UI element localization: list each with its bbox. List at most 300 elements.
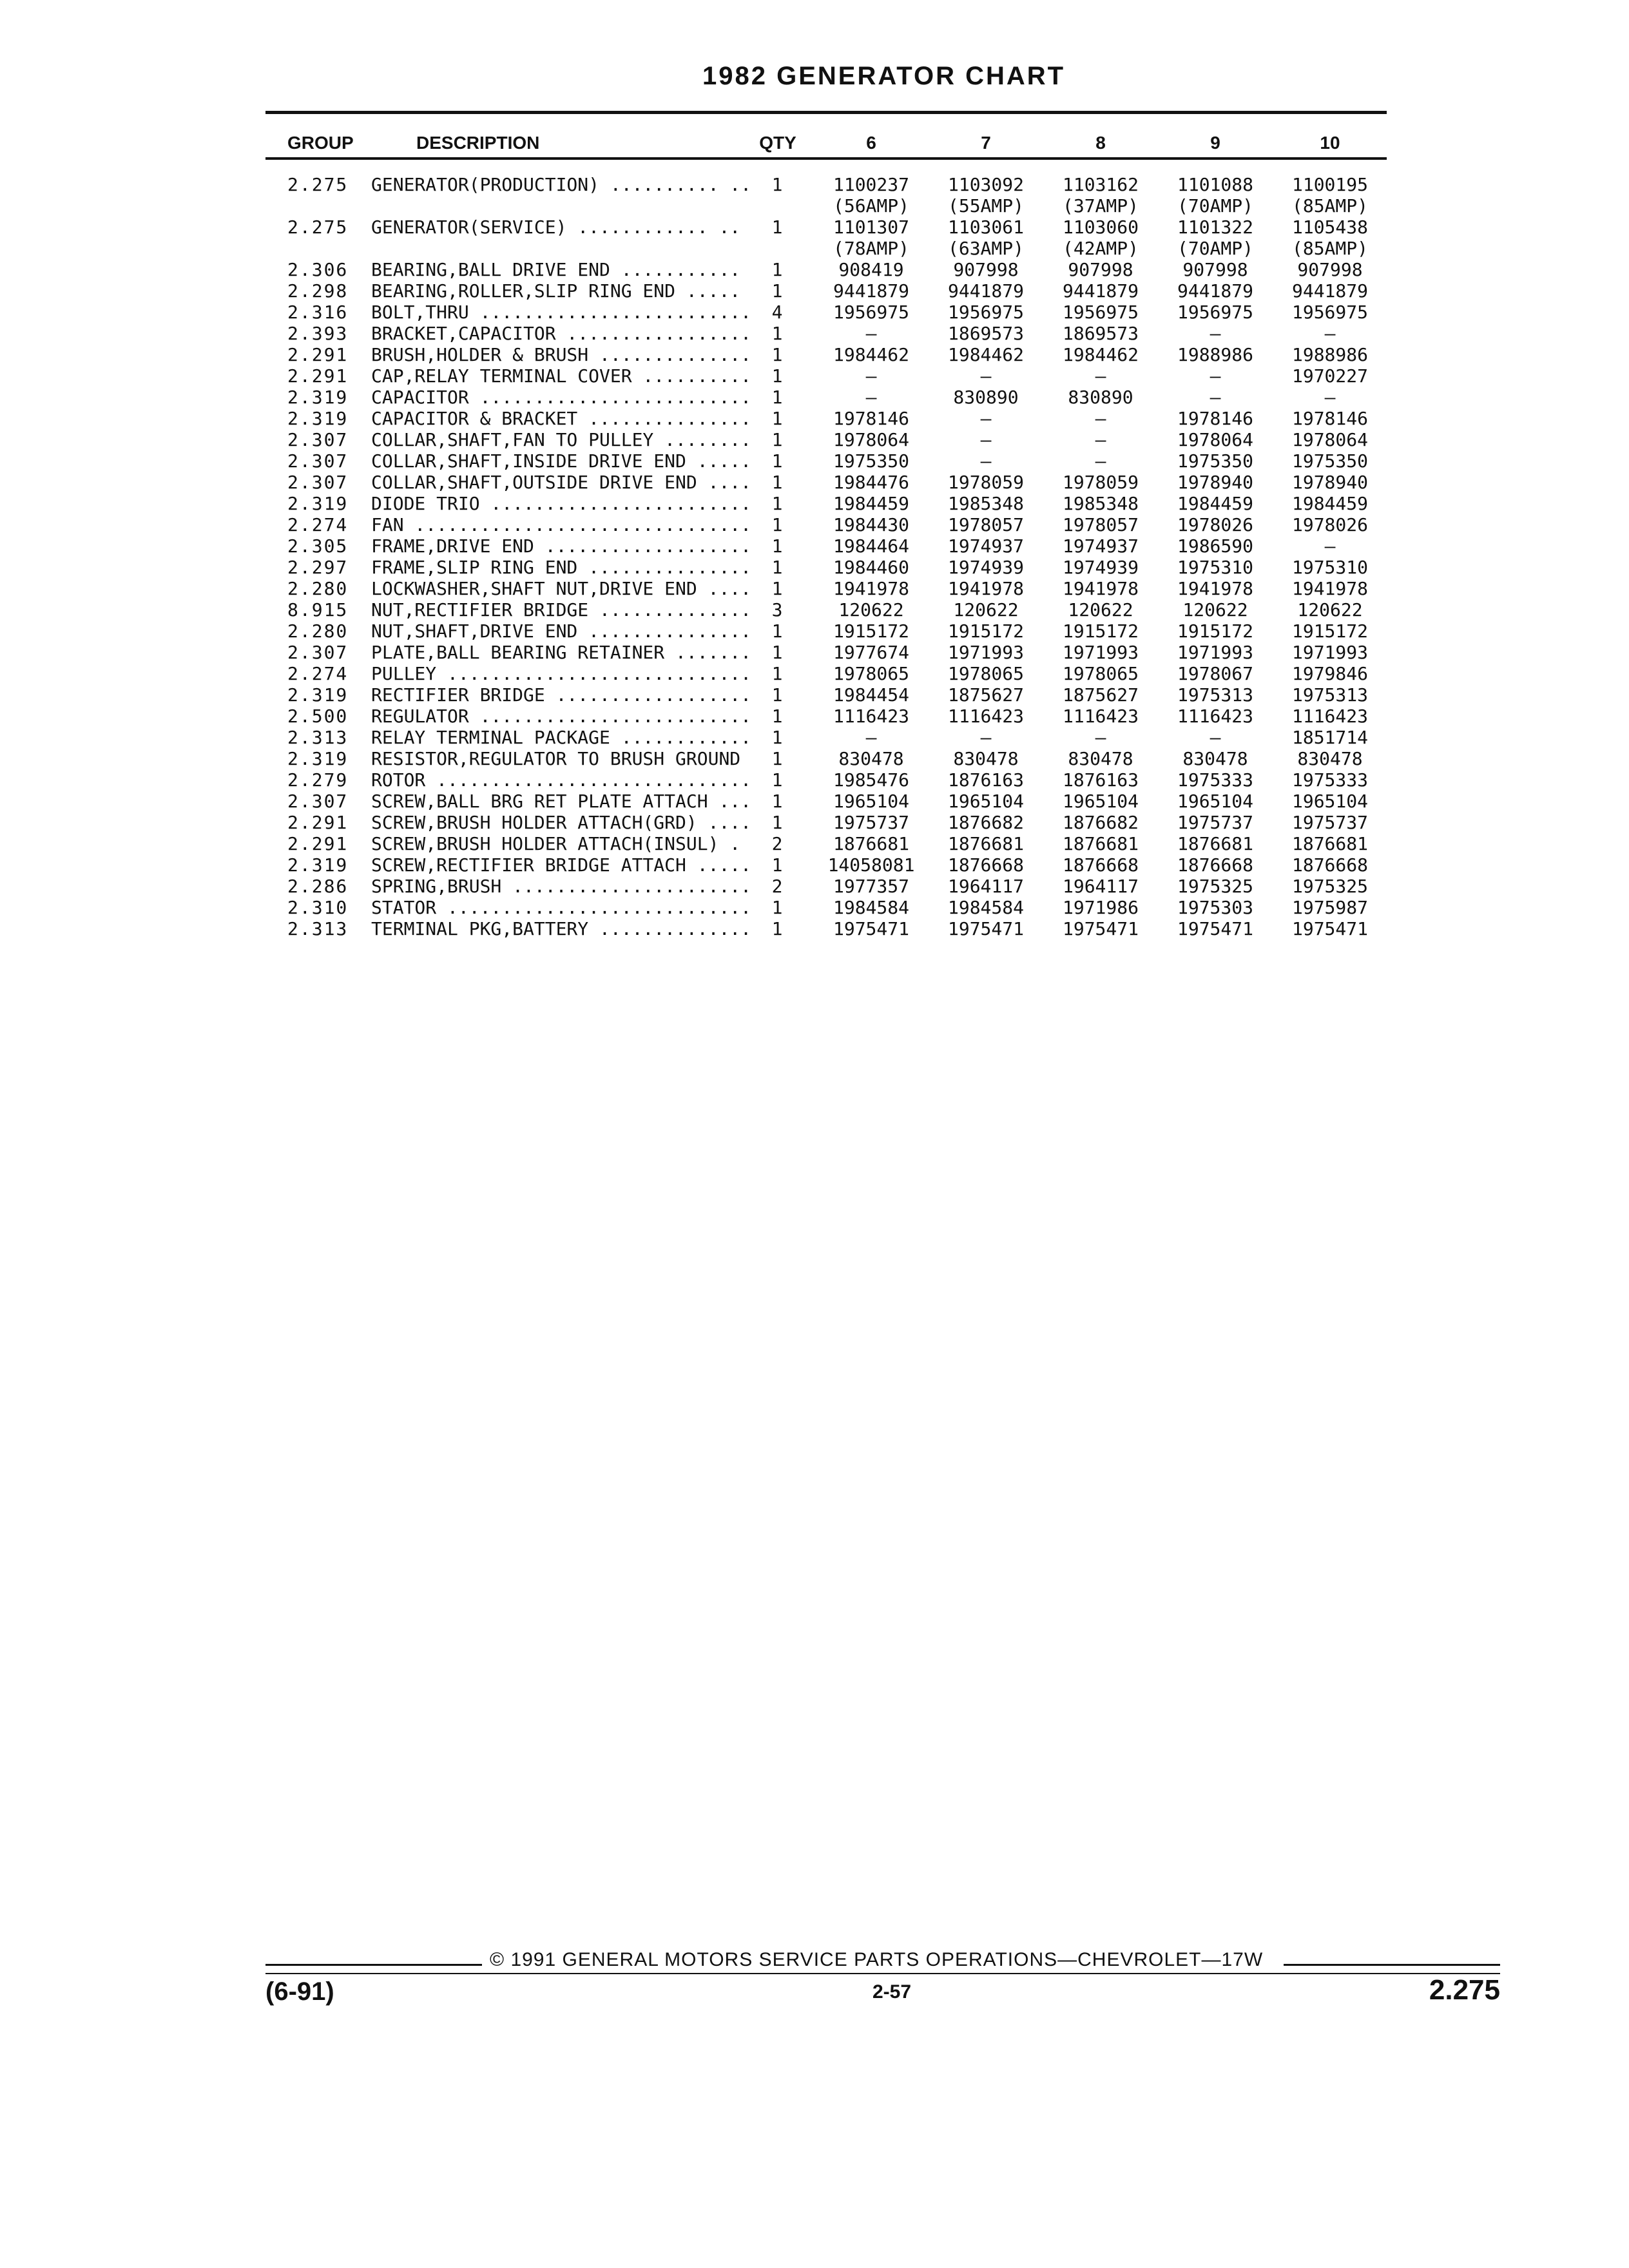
part-number-cell: 1956975 xyxy=(1291,302,1368,323)
part-number-cell: 830890 xyxy=(1068,387,1133,408)
description-cell: COLLAR,SHAFT,INSIDE DRIVE END ..... xyxy=(371,450,752,472)
part-number-cell: 1985476 xyxy=(833,769,909,791)
part-number-cell: 1975333 xyxy=(1291,769,1368,791)
part-number-cell: 1975350 xyxy=(1177,450,1253,472)
group-cell: 2.319 xyxy=(287,493,349,514)
table-row xyxy=(0,408,1629,429)
description-cell: DIODE TRIO ........................ xyxy=(371,493,752,514)
table-row xyxy=(0,642,1629,663)
qty-cell: 1 xyxy=(771,854,783,876)
description-cell: SCREW,RECTIFIER BRIDGE ATTACH ..... xyxy=(371,854,752,876)
part-number-cell: 1975333 xyxy=(1177,769,1253,791)
group-cell: 2.280 xyxy=(287,620,349,642)
part-number-cell: 1984454 xyxy=(833,684,909,706)
part-number-cell: 1869573 xyxy=(947,323,1024,344)
part-number-cell: 1964117 xyxy=(1062,876,1139,897)
table-row xyxy=(0,387,1629,408)
part-number-cell: 830478 xyxy=(1182,748,1248,769)
part-number-cell: 1941978 xyxy=(1177,578,1253,599)
part-number-cell: 120622 xyxy=(838,599,904,620)
description-cell: PLATE,BALL BEARING RETAINER ....... xyxy=(371,642,752,663)
part-number-cell: 1869573 xyxy=(1062,323,1139,344)
description-cell: COLLAR,SHAFT,OUTSIDE DRIVE END .... xyxy=(371,472,752,493)
qty-cell: 1 xyxy=(771,280,783,302)
part-number-cell: 830478 xyxy=(953,748,1019,769)
part-number-cell: 1116423 xyxy=(1062,706,1139,727)
part-number-cell: 9441879 xyxy=(947,280,1024,302)
part-number-cell: — xyxy=(1210,323,1221,344)
part-number-cell: 1851714 xyxy=(1291,727,1368,748)
group-cell: 2.291 xyxy=(287,833,349,854)
description-cell: ROTOR ............................. xyxy=(371,769,752,791)
part-number-cell: 1971993 xyxy=(947,642,1024,663)
part-number-cell: 1978026 xyxy=(1177,514,1253,535)
qty-cell: 1 xyxy=(771,642,783,663)
part-number-cell: 1875627 xyxy=(1062,684,1139,706)
part-number-cell: 120622 xyxy=(1182,599,1248,620)
description-cell: BEARING,ROLLER,SLIP RING END ..... xyxy=(371,280,741,302)
part-number-cell: — xyxy=(1095,450,1106,472)
part-number-cell: 1978065 xyxy=(947,663,1024,684)
part-number-cell: 1941978 xyxy=(1062,578,1139,599)
part-number-cell: 1103061 xyxy=(947,216,1024,238)
part-number-cell: 1116423 xyxy=(1177,706,1253,727)
part-number-cell: 1971993 xyxy=(1291,642,1368,663)
part-number-cell: 120622 xyxy=(953,599,1019,620)
part-number-cell: 830890 xyxy=(953,387,1019,408)
group-cell: 2.274 xyxy=(287,663,349,684)
part-number-cell: 1876668 xyxy=(1291,854,1368,876)
part-number-cell: 907998 xyxy=(1068,259,1133,280)
part-number-cell: 1116423 xyxy=(833,706,909,727)
qty-cell: 3 xyxy=(771,599,783,620)
part-number-cell: 1915172 xyxy=(1177,620,1253,642)
table-row xyxy=(0,259,1629,280)
part-number-cell: 9441879 xyxy=(1177,280,1253,302)
table-row xyxy=(0,620,1629,642)
part-number-cell: 1975313 xyxy=(1177,684,1253,706)
part-number-cell: — xyxy=(1210,365,1221,387)
part-number-cell: 1975471 xyxy=(833,918,909,939)
part-number-cell: 9441879 xyxy=(833,280,909,302)
header-group: GROUP xyxy=(287,133,354,153)
group-cell: 2.313 xyxy=(287,918,349,939)
description-cell: SCREW,BRUSH HOLDER ATTACH(GRD) .... xyxy=(371,812,752,833)
part-number-cell: 1876668 xyxy=(947,854,1024,876)
part-number-cell: — xyxy=(1095,429,1106,450)
part-number-cell: 1965104 xyxy=(833,791,909,812)
part-number-cell: 9441879 xyxy=(1291,280,1368,302)
part-number-cell: 1965104 xyxy=(1291,791,1368,812)
part-number-cell: 1978059 xyxy=(947,472,1024,493)
table-row xyxy=(0,727,1629,748)
qty-cell: 1 xyxy=(771,769,783,791)
part-number-cell: 830478 xyxy=(838,748,904,769)
part-number-cell: 1988986 xyxy=(1177,344,1253,365)
description-cell: BRUSH,HOLDER & BRUSH .............. xyxy=(371,344,752,365)
description-cell: GENERATOR(PRODUCTION) .......... .. xyxy=(371,174,752,195)
part-number-cell: 1101088 xyxy=(1177,174,1253,195)
header-col-6: 6 xyxy=(866,133,876,153)
qty-cell: 1 xyxy=(771,663,783,684)
qty-cell: 1 xyxy=(771,748,783,769)
qty-cell: 1 xyxy=(771,365,783,387)
part-number-cell: 1876668 xyxy=(1062,854,1139,876)
table-row xyxy=(0,174,1629,216)
part-number-cell: 1984584 xyxy=(833,897,909,918)
table-row xyxy=(0,897,1629,918)
group-cell: 2.280 xyxy=(287,578,349,599)
description-cell: FAN ............................... xyxy=(371,514,752,535)
part-number-cell: 1971993 xyxy=(1177,642,1253,663)
table-row xyxy=(0,663,1629,684)
amperage-cell: (85AMP) xyxy=(1291,195,1368,216)
qty-cell: 1 xyxy=(771,323,783,344)
amperage-cell: (37AMP) xyxy=(1062,195,1139,216)
description-cell: CAPACITOR & BRACKET ............... xyxy=(371,408,752,429)
table-row xyxy=(0,578,1629,599)
part-number-cell: — xyxy=(865,387,877,408)
description-cell: BEARING,BALL DRIVE END ........... xyxy=(371,259,741,280)
part-number-cell: — xyxy=(1324,323,1336,344)
table-row xyxy=(0,280,1629,302)
part-number-cell: 1974939 xyxy=(1062,557,1139,578)
group-cell: 2.500 xyxy=(287,706,349,727)
part-number-cell: 1978064 xyxy=(833,429,909,450)
part-number-cell: 1975310 xyxy=(1177,557,1253,578)
qty-cell: 1 xyxy=(771,727,783,748)
part-number-cell: 1915172 xyxy=(1291,620,1368,642)
part-number-cell: — xyxy=(865,727,877,748)
part-number-cell: 1116423 xyxy=(947,706,1024,727)
part-number-cell: 120622 xyxy=(1297,599,1363,620)
part-number-cell: 1984459 xyxy=(1177,493,1253,514)
group-cell: 2.298 xyxy=(287,280,349,302)
group-cell: 2.307 xyxy=(287,472,349,493)
part-number-cell: 1103060 xyxy=(1062,216,1139,238)
table-row xyxy=(0,557,1629,578)
description-cell: CAP,RELAY TERMINAL COVER .......... xyxy=(371,365,752,387)
part-number-cell: 1975325 xyxy=(1177,876,1253,897)
description-cell: SCREW,BALL BRG RET PLATE ATTACH ... xyxy=(371,791,752,812)
part-number-cell: 1975471 xyxy=(1291,918,1368,939)
description-cell: RESISTOR,REGULATOR TO BRUSH GROUND xyxy=(371,748,741,769)
part-number-cell: 1977357 xyxy=(833,876,909,897)
group-cell: 2.319 xyxy=(287,387,349,408)
amperage-cell: (70AMP) xyxy=(1177,195,1253,216)
qty-cell: 2 xyxy=(771,833,783,854)
part-number-cell: 1975310 xyxy=(1291,557,1368,578)
description-cell: RECTIFIER BRIDGE .................. xyxy=(371,684,752,706)
group-cell: 2.307 xyxy=(287,642,349,663)
part-number-cell: 1971993 xyxy=(1062,642,1139,663)
description-cell: RELAY TERMINAL PACKAGE ............ xyxy=(371,727,752,748)
part-number-cell: 1984459 xyxy=(1291,493,1368,514)
qty-cell: 1 xyxy=(771,493,783,514)
description-cell: FRAME,DRIVE END ................... xyxy=(371,535,752,557)
group-cell: 2.297 xyxy=(287,557,349,578)
part-number-cell: 907998 xyxy=(1297,259,1363,280)
qty-cell: 1 xyxy=(771,408,783,429)
part-number-cell: 1975737 xyxy=(833,812,909,833)
part-number-cell: 1941978 xyxy=(1291,578,1368,599)
table-row xyxy=(0,344,1629,365)
group-cell: 2.291 xyxy=(287,344,349,365)
part-number-cell: — xyxy=(980,429,992,450)
qty-cell: 1 xyxy=(771,450,783,472)
copyright-notice: © 1991 GENERAL MOTORS SERVICE PARTS OPERATIONS—CHEVROLET—17W xyxy=(490,1949,1264,1970)
qty-cell: 1 xyxy=(771,472,783,493)
header-rule xyxy=(265,157,1387,160)
part-number-cell: 1876681 xyxy=(833,833,909,854)
part-number-cell: — xyxy=(1210,727,1221,748)
qty-cell: 1 xyxy=(771,684,783,706)
part-number-cell: 1876163 xyxy=(947,769,1024,791)
part-number-cell: 908419 xyxy=(838,259,904,280)
part-number-cell: — xyxy=(1324,535,1336,557)
part-number-cell: 1915172 xyxy=(1062,620,1139,642)
description-cell: NUT,SHAFT,DRIVE END ............... xyxy=(371,620,752,642)
group-cell: 2.316 xyxy=(287,302,349,323)
part-number-cell: 1970227 xyxy=(1291,365,1368,387)
description-cell: COLLAR,SHAFT,FAN TO PULLEY ........ xyxy=(371,429,752,450)
part-number-cell: 1978940 xyxy=(1291,472,1368,493)
qty-cell: 1 xyxy=(771,706,783,727)
table-row xyxy=(0,493,1629,514)
part-number-cell: 1876681 xyxy=(1062,833,1139,854)
part-number-cell: 9441879 xyxy=(1062,280,1139,302)
part-number-cell: 1974939 xyxy=(947,557,1024,578)
qty-cell: 1 xyxy=(771,174,783,195)
part-number-cell: — xyxy=(1095,408,1106,429)
part-number-cell: 1100237 xyxy=(833,174,909,195)
revision-date: (6-91) xyxy=(265,1977,334,2006)
qty-cell: 1 xyxy=(771,812,783,833)
qty-cell: 1 xyxy=(771,791,783,812)
part-number-cell: 1975471 xyxy=(1177,918,1253,939)
table-row xyxy=(0,918,1629,939)
part-number-cell: 1975325 xyxy=(1291,876,1368,897)
part-number-cell: 1975350 xyxy=(833,450,909,472)
part-number-cell: 1978064 xyxy=(1291,429,1368,450)
table-row xyxy=(0,323,1629,344)
table-row xyxy=(0,450,1629,472)
part-number-cell: — xyxy=(865,323,877,344)
header-col-9: 9 xyxy=(1210,133,1220,153)
part-number-cell: 1875627 xyxy=(947,684,1024,706)
description-cell: PULLEY ............................ xyxy=(371,663,752,684)
part-number-cell: 1984462 xyxy=(1062,344,1139,365)
header-col-7: 7 xyxy=(981,133,991,153)
part-number-cell: 1978146 xyxy=(1291,408,1368,429)
table-row xyxy=(0,429,1629,450)
part-number-cell: 1984476 xyxy=(833,472,909,493)
part-number-cell: 1974937 xyxy=(1062,535,1139,557)
part-number-cell: — xyxy=(980,450,992,472)
description-cell: LOCKWASHER,SHAFT NUT,DRIVE END .... xyxy=(371,578,752,599)
group-cell: 2.319 xyxy=(287,748,349,769)
top-rule xyxy=(265,111,1387,114)
qty-cell: 1 xyxy=(771,216,783,238)
group-cell: 2.313 xyxy=(287,727,349,748)
description-cell: STATOR ............................ xyxy=(371,897,752,918)
part-number-cell: — xyxy=(1095,365,1106,387)
table-row xyxy=(0,854,1629,876)
part-number-cell: — xyxy=(980,727,992,748)
group-cell: 2.291 xyxy=(287,365,349,387)
part-number-cell: 1956975 xyxy=(947,302,1024,323)
qty-cell: 1 xyxy=(771,578,783,599)
part-number-cell: 1984430 xyxy=(833,514,909,535)
part-number-cell: 1988986 xyxy=(1291,344,1368,365)
qty-cell: 1 xyxy=(771,897,783,918)
part-number-cell: 1876681 xyxy=(1177,833,1253,854)
amperage-cell: (85AMP) xyxy=(1291,238,1368,259)
table-row xyxy=(0,684,1629,706)
table-row xyxy=(0,833,1629,854)
qty-cell: 1 xyxy=(771,620,783,642)
part-number-cell: 1975737 xyxy=(1291,812,1368,833)
part-number-cell: 1101322 xyxy=(1177,216,1253,238)
table-row xyxy=(0,812,1629,833)
page-number: 2-57 xyxy=(872,1981,912,2003)
amperage-cell: (56AMP) xyxy=(833,195,909,216)
qty-cell: 2 xyxy=(771,876,783,897)
part-number-cell: 1965104 xyxy=(1062,791,1139,812)
part-number-cell: 1975350 xyxy=(1291,450,1368,472)
table-row xyxy=(0,791,1629,812)
qty-cell: 1 xyxy=(771,344,783,365)
group-cell: 2.393 xyxy=(287,323,349,344)
table-row xyxy=(0,216,1629,259)
group-cell: 2.279 xyxy=(287,769,349,791)
part-number-cell: 14058081 xyxy=(827,854,915,876)
part-number-cell: 1975313 xyxy=(1291,684,1368,706)
header-qty: QTY xyxy=(759,133,796,153)
header-description: DESCRIPTION xyxy=(416,133,540,153)
part-number-cell: 1876163 xyxy=(1062,769,1139,791)
page-title: 1982 GENERATOR CHART xyxy=(702,62,1066,90)
part-number-cell: 1984459 xyxy=(833,493,909,514)
group-cell: 2.291 xyxy=(287,812,349,833)
part-number-cell: 1965104 xyxy=(947,791,1024,812)
part-number-cell: 1986590 xyxy=(1177,535,1253,557)
part-number-cell: 1956975 xyxy=(1062,302,1139,323)
part-number-cell: 830478 xyxy=(1297,748,1363,769)
part-number-cell: 1978065 xyxy=(1062,663,1139,684)
part-number-cell: 1978059 xyxy=(1062,472,1139,493)
part-number-cell: 1915172 xyxy=(833,620,909,642)
header-col-8: 8 xyxy=(1095,133,1106,153)
part-number-cell: 1100195 xyxy=(1291,174,1368,195)
table-row xyxy=(0,514,1629,535)
part-number-cell: — xyxy=(980,365,992,387)
group-cell: 2.319 xyxy=(287,854,349,876)
amperage-cell: (63AMP) xyxy=(947,238,1024,259)
part-number-cell: 1978065 xyxy=(833,663,909,684)
table-row xyxy=(0,599,1629,620)
amperage-cell: (55AMP) xyxy=(947,195,1024,216)
part-number-cell: 1985348 xyxy=(1062,493,1139,514)
description-cell: CAPACITOR ......................... xyxy=(371,387,752,408)
part-number-cell: 1876681 xyxy=(947,833,1024,854)
part-number-cell: 1103092 xyxy=(947,174,1024,195)
header-col-10: 10 xyxy=(1320,133,1340,153)
description-cell: SPRING,BRUSH ...................... xyxy=(371,876,752,897)
part-number-cell: 1978057 xyxy=(947,514,1024,535)
footer-rule xyxy=(265,1973,1500,1974)
part-number-cell: 1978064 xyxy=(1177,429,1253,450)
group-cell: 2.305 xyxy=(287,535,349,557)
footer-rule-left xyxy=(265,1964,482,1966)
group-cell: 8.915 xyxy=(287,599,349,620)
table-row xyxy=(0,876,1629,897)
group-cell: 2.307 xyxy=(287,450,349,472)
part-number-cell: — xyxy=(980,408,992,429)
part-number-cell: 1979846 xyxy=(1291,663,1368,684)
part-number-cell: — xyxy=(1324,387,1336,408)
footer-rule-right xyxy=(1284,1964,1500,1966)
table-row xyxy=(0,748,1629,769)
description-cell: BOLT,THRU ......................... xyxy=(371,302,752,323)
part-number-cell: 1876668 xyxy=(1177,854,1253,876)
part-number-cell: 1978146 xyxy=(1177,408,1253,429)
part-number-cell: 1975471 xyxy=(947,918,1024,939)
part-number-cell: 907998 xyxy=(953,259,1019,280)
part-number-cell: 1984462 xyxy=(947,344,1024,365)
table-row xyxy=(0,302,1629,323)
qty-cell: 1 xyxy=(771,918,783,939)
part-number-cell: 1103162 xyxy=(1062,174,1139,195)
part-number-cell: 1116423 xyxy=(1291,706,1368,727)
group-cell: 2.286 xyxy=(287,876,349,897)
part-number-cell: 1101307 xyxy=(833,216,909,238)
part-number-cell: 1975737 xyxy=(1177,812,1253,833)
group-cell: 2.310 xyxy=(287,897,349,918)
qty-cell: 1 xyxy=(771,514,783,535)
qty-cell: 1 xyxy=(771,429,783,450)
part-number-cell: 1984464 xyxy=(833,535,909,557)
amperage-cell: (42AMP) xyxy=(1062,238,1139,259)
amperage-cell: (70AMP) xyxy=(1177,238,1253,259)
part-number-cell: 1978057 xyxy=(1062,514,1139,535)
part-number-cell: 1964117 xyxy=(947,876,1024,897)
description-cell: GENERATOR(SERVICE) ............ .. xyxy=(371,216,741,238)
group-cell: 2.307 xyxy=(287,429,349,450)
part-number-cell: — xyxy=(1095,727,1106,748)
description-cell: REGULATOR ......................... xyxy=(371,706,752,727)
part-number-cell: 1985348 xyxy=(947,493,1024,514)
part-number-cell: 1876681 xyxy=(1291,833,1368,854)
part-number-cell: 1941978 xyxy=(833,578,909,599)
part-number-cell: 1974937 xyxy=(947,535,1024,557)
group-cell: 2.319 xyxy=(287,408,349,429)
part-number-cell: 1876682 xyxy=(947,812,1024,833)
group-cell: 2.306 xyxy=(287,259,349,280)
part-number-cell: 1975303 xyxy=(1177,897,1253,918)
qty-cell: 1 xyxy=(771,557,783,578)
part-number-cell: 1975987 xyxy=(1291,897,1368,918)
group-cell: 2.274 xyxy=(287,514,349,535)
part-number-cell: 1971986 xyxy=(1062,897,1139,918)
description-cell: SCREW,BRUSH HOLDER ATTACH(INSUL) . xyxy=(371,833,741,854)
table-row xyxy=(0,365,1629,387)
part-number-cell: 1977674 xyxy=(833,642,909,663)
part-number-cell: 1984462 xyxy=(833,344,909,365)
qty-cell: 4 xyxy=(771,302,783,323)
part-number-cell: 1956975 xyxy=(1177,302,1253,323)
table-row xyxy=(0,472,1629,493)
